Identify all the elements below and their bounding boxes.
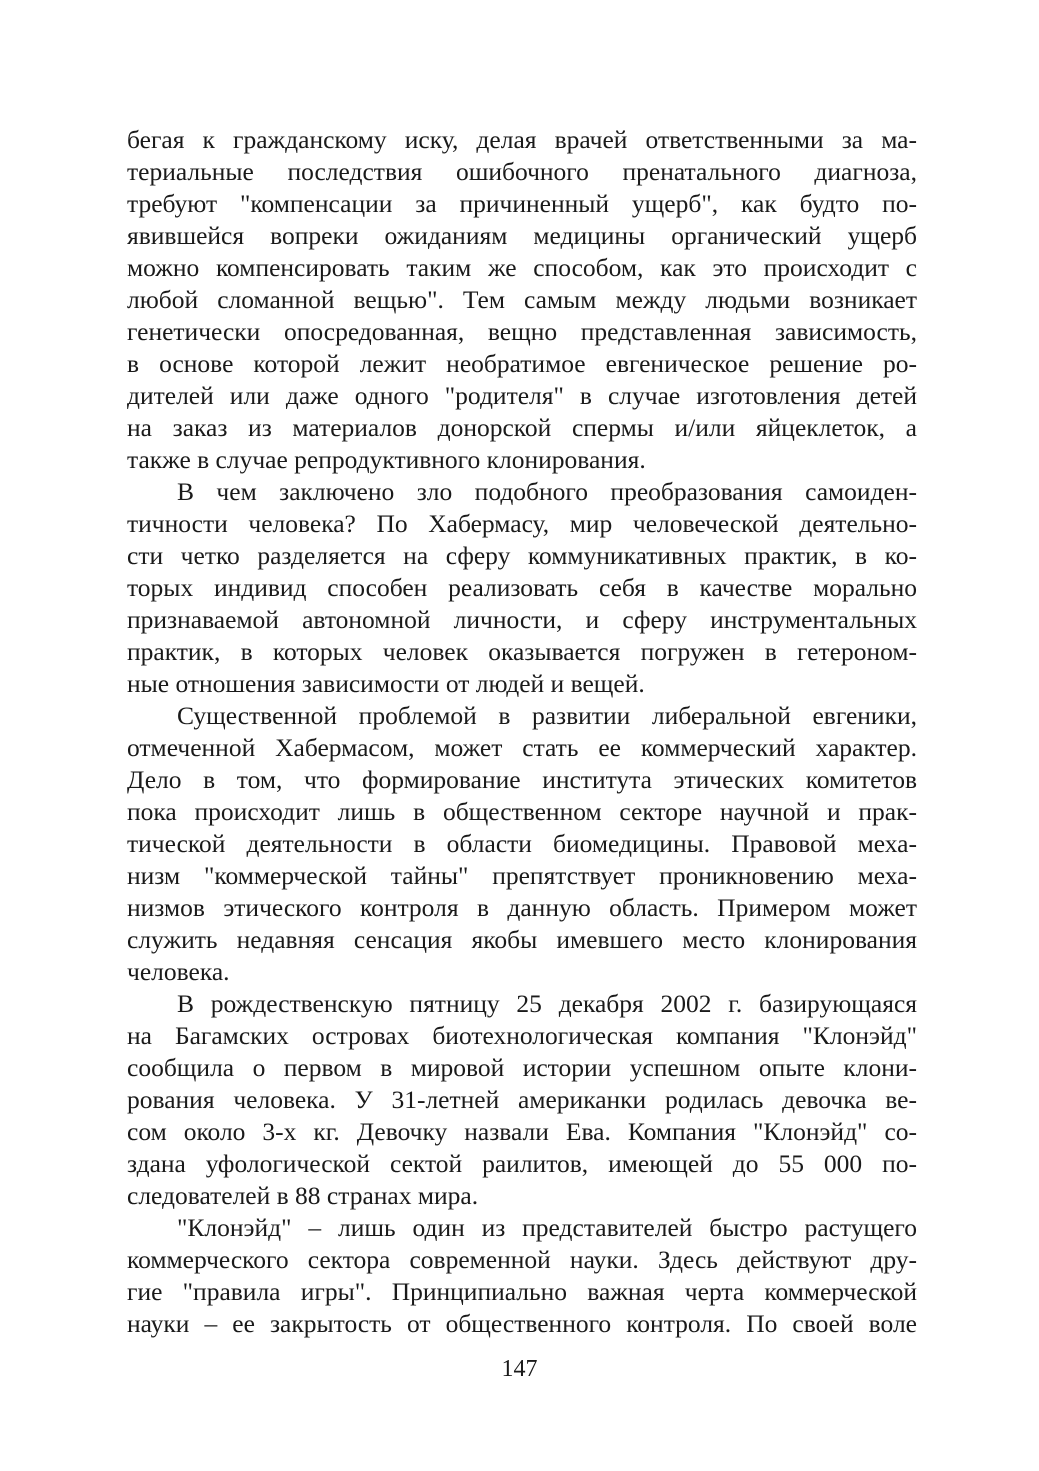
text-line: признаваемой автономной личности, и сферу инструментальных — [127, 605, 917, 634]
text-line: териальные последствия ошибочного пренатального диагноза, — [127, 157, 917, 186]
text-line: на Багамских островах биотехнологическая компания "Клонэйд" — [127, 1021, 917, 1050]
text-line: можно компенсировать таким же способом, как это происходит с — [127, 253, 917, 282]
text-line: сом около 3-х кг. Девочку назвали Ева. Компания "Клонэйд" со- — [127, 1117, 917, 1146]
text-line: служить недавняя сенсация якобы имевшего место клонирования — [127, 925, 917, 954]
text-line: тической деятельности в области биомедицины. Правовой меха- — [127, 829, 917, 858]
text-line: здана уфологической сектой раилитов, имеющей до 55 000 по- — [127, 1149, 917, 1178]
text-line: Дело в том, что формирование института этических комитетов — [127, 765, 917, 794]
paragraph-1 — [127, 124, 917, 476]
text-line: рования человека. У 31-летней американки родилась девочка ве- — [127, 1085, 917, 1114]
text-line: в основе которой лежит необратимое евгеническое решение ро- — [127, 349, 917, 378]
text-line: "Клонэйд" – лишь один из представителей быстро растущего — [177, 1213, 917, 1242]
text-line: отмеченной Хабермасом, может стать ее коммерческий характер. — [127, 733, 917, 762]
paragraph-3 — [127, 700, 917, 988]
text-line: следователей в 88 странах мира. — [127, 1181, 479, 1210]
text-line: торых индивид способен реализовать себя в качестве морально — [127, 573, 917, 602]
text-line: низмов этического контроля в данную область. Примером может — [127, 893, 917, 922]
text-line: явившейся вопреки ожиданиям медицины органический ущерб — [127, 221, 917, 250]
paragraph-2 — [127, 476, 917, 700]
text-line: на заказ из материалов донорской спермы и/или яйцеклеток, а — [127, 413, 917, 442]
page-number: 147 — [501, 1356, 538, 1382]
text-line: практик, в которых человек оказывается погружен в гетероном- — [127, 637, 917, 666]
text-line: коммерческого сектора современной науки. Здесь действуют дру- — [127, 1245, 917, 1274]
text-line: человека. — [127, 957, 230, 986]
text-line: пока происходит лишь в общественном секторе научной и прак- — [127, 797, 917, 826]
text-line: бегая к гражданскому иску, делая врачей ответственными за ма- — [127, 125, 917, 154]
text-line: ные отношения зависимости от людей и вещей. — [127, 669, 645, 698]
text-line: сти четко разделяется на сферу коммуникативных практик, в ко- — [127, 541, 917, 570]
text-line: дителей или даже одного "родителя" в случае изготовления детей — [127, 381, 917, 410]
paragraph-5 — [127, 1212, 917, 1340]
text-line: науки – ее закрытость от общественного контроля. По своей воле — [127, 1309, 917, 1338]
text-line: В чем заключено зло подобного преобразования самоиден- — [177, 477, 917, 506]
text-line: В рождественскую пятницу 25 декабря 2002 г. базирующаяся — [177, 989, 917, 1018]
text-line: сообщила о первом в мировой истории успешном опыте клони- — [127, 1053, 917, 1082]
text-line: генетически опосредованная, вещно представленная зависимость, — [127, 317, 917, 346]
page-body — [127, 124, 917, 1340]
text-line: требуют "компенсации за причиненный ущерб", как будто по- — [127, 189, 917, 218]
text-line: гие "правила игры". Принципиально важная черта коммерческой — [127, 1277, 917, 1306]
paragraph-4 — [127, 988, 917, 1212]
text-line: низм "коммерческой тайны" препятствует проникновению меха- — [127, 861, 917, 890]
text-line: также в случае репродуктивного клонирования. — [127, 445, 646, 474]
text-line: Существенной проблемой в развитии либеральной евгеники, — [177, 701, 917, 730]
text-line: тичности человека? По Хабермасу, мир человеческой деятельно- — [127, 509, 917, 538]
text-line: любой сломанной вещью". Тем самым между людьми возникает — [127, 285, 917, 314]
